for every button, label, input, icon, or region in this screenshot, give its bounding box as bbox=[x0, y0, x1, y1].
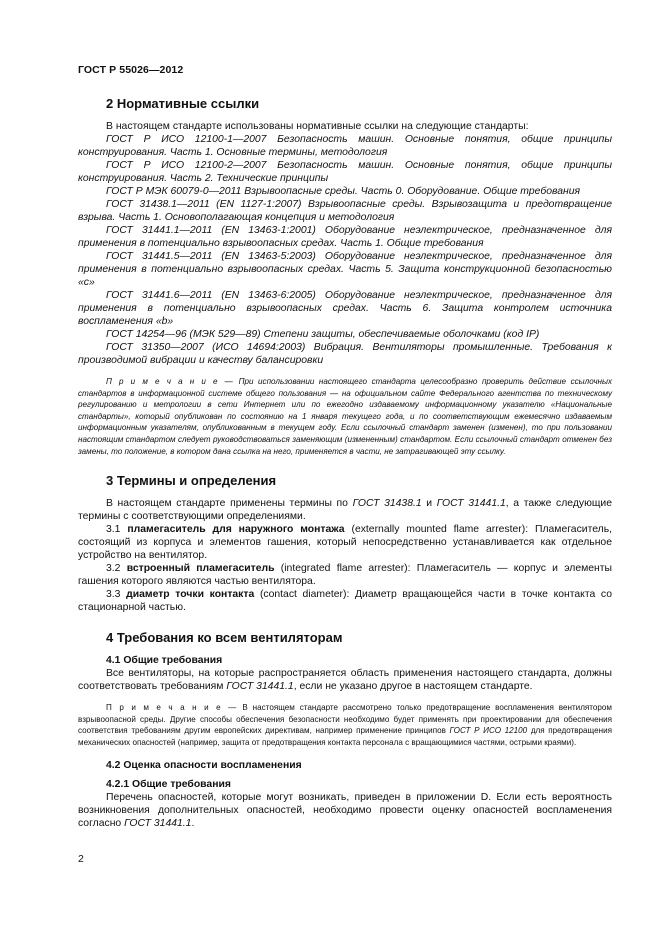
standard-ref: ГОСТ 31441.1 bbox=[226, 681, 294, 693]
standard-ref: ГОСТ 31441.1 bbox=[436, 498, 506, 510]
standard-ref: ГОСТ 31441.1 bbox=[124, 817, 192, 829]
section-4-title: 4 Требования ко всем вентиляторам bbox=[106, 630, 343, 646]
reference-item: ГОСТ Р ИСО 12100-1—2007 Безопасность машин. Основные понятия, общие принципы конструирования. Часть 1. Основные термины, методология bbox=[78, 134, 612, 158]
page-content bbox=[78, 96, 612, 830]
note-text: При использовании настоящего стандарта целесообразно проверить действие ссылочных стандартов в информационной системе общего пользования — на официальном сайте Федерального агентства по техническому регулированию и метрологии в сети Интернет или по ежегодно издаваемому информационному указателю «Национальные стандарты», который опубликован по состоянию на 1 января текущего года, и по соответствующим ежемесячно издаваемым информационным указателям, опубликованным в текущем году. Если ссылочный стандарт заменен (изменен), то при пользовании настоящим стандартом следует руководствоваться заменяющим (измененным) стандартом. Если ссылочный стандарт отменен без замены, то положение, в котором дана ссылка на него, применяется в части, не затрагивающей эту ссылку. bbox=[78, 377, 612, 456]
reference-item: ГОСТ Р МЭК 60079-0—2011 Взрывоопасные среды. Часть 0. Оборудование. Общие требования bbox=[106, 186, 581, 197]
section-3-title: 3 Термины и определения bbox=[106, 473, 277, 489]
reference-item: ГОСТ 31438.1—2011 (EN 1127-1:2007) Взрывоопасные среды. Взрывозащита и предотвращение взрыва. Часть 1. Основополагающая концепция и методология bbox=[78, 199, 612, 223]
section-3-intro: В настоящем стандарте применены термины по ГОСТ 31438.1 и ГОСТ 31441.1, а также следующие термины с соответствующими определениями. bbox=[78, 498, 612, 523]
section-2-title: 2 Нормативные ссылки bbox=[106, 96, 260, 111]
term-definition: 3.3 диаметр точки контакта (contact diameter): Диаметр вращающейся части в точке контакта со стационарной частью. bbox=[78, 589, 613, 614]
term-name: пламегаситель для наружного монтажа bbox=[127, 524, 345, 536]
term-name: встроенный пламегаситель bbox=[126, 563, 275, 575]
section-2-note bbox=[78, 376, 612, 457]
reference-item: ГОСТ 31441.1—2011 (EN 13463-1:2001) Оборудование неэлектрическое, предназначенное для применения в потенциально взрывоопасных средах. Часть 1. Общие требования bbox=[78, 225, 612, 249]
section-4-2-1-title: 4.2.1 Общие требования bbox=[106, 778, 231, 790]
reference-item: ГОСТ 31441.5—2011 (EN 13463-5:2003) Оборудование неэлектрическое, предназначенное для применения в потенциально взрывоопасных средах. Часть 5. Защита конструкционной безопасностью «с» bbox=[78, 251, 612, 288]
note-label: П р и м е ч а н и е — bbox=[106, 703, 238, 713]
reference-item: ГОСТ 31350—2007 (ИСО 14694:2003) Вибрация. Вентиляторы промышленные. Требования к производимой вибрации и качеству балансировки bbox=[78, 342, 612, 366]
section-4-1-text: Все вентиляторы, на которые распространяется область применения настоящего стандарта, должны соответствовать требованиям ГОСТ 31441.1, если не указано другое в настоящем стандарте. bbox=[78, 668, 612, 693]
standard-ref: ГОСТ 31438.1 bbox=[352, 498, 422, 510]
reference-item: ГОСТ 31441.6—2011 (EN 13463-6:2005) Оборудование неэлектрическое, предназначенное для применения в потенциально взрывоопасных средах. Часть 6. Защита контролем источника воспламенения «b» bbox=[78, 290, 612, 327]
term-definition: 3.2 встроенный пламегаситель (integrated flame arrester): Пламегаситель — корпус и элементы гашения которого являются частью вентилятора. bbox=[78, 563, 613, 588]
document-header: ГОСТ Р 55026—2012 bbox=[78, 64, 184, 76]
section-2-intro: В настоящем стандарте использованы нормативные ссылки на следующие стандарты: bbox=[106, 121, 529, 132]
section-4-2-title: 4.2 Оценка опасности воспламенения bbox=[106, 759, 302, 771]
section-4-2-1-text: Перечень опасностей, которые могут возникать, приведен в приложении D. Если есть вероятность возникновения дополнительных опасностей, необходимо провести оценку опасностей воспламенения согласно ГОСТ 31441.1. bbox=[78, 791, 612, 829]
reference-item: ГОСТ 14254—96 (МЭК 529—89) Степени защиты, обеспечиваемые оболочками (код IP) bbox=[106, 329, 540, 340]
page-number: 2 bbox=[78, 853, 84, 865]
reference-item: ГОСТ Р ИСО 12100-2—2007 Безопасность машин. Основные понятия, общие принципы конструирования. Часть 2. Технические принципы bbox=[78, 160, 612, 184]
section-4-note: П р и м е ч а н и е — В настоящем стандарте рассмотрено только предотвращение воспламенения вентилятором взрывоопасной среды. Другие способы обеспечения безопасности необходимо будет применять при проектировании для обеспечения соответствия требованиям другим европейских директивам, например применение принципов ГОСТ Р ИСО 12100 для предотвращения механических опасностей (например, защита от предотвращения контакта персонала с вращающимися частями, острыми краями). bbox=[78, 703, 613, 747]
standard-ref: ГОСТ Р ИСО 12100 bbox=[449, 726, 528, 736]
term-definition: 3.1 пламегаситель для наружного монтажа (externally mounted flame arrester): Пламегаситель, состоящий из корпуса и элементов гашения, который непосредственно устанавливается как отдельное устройство на вентилятор. bbox=[78, 524, 613, 562]
term-name: диаметр точки контакта bbox=[126, 589, 255, 601]
section-4-1-title: 4.1 Общие требования bbox=[106, 655, 223, 667]
note-label: П р и м е ч а н и е — bbox=[106, 377, 235, 386]
